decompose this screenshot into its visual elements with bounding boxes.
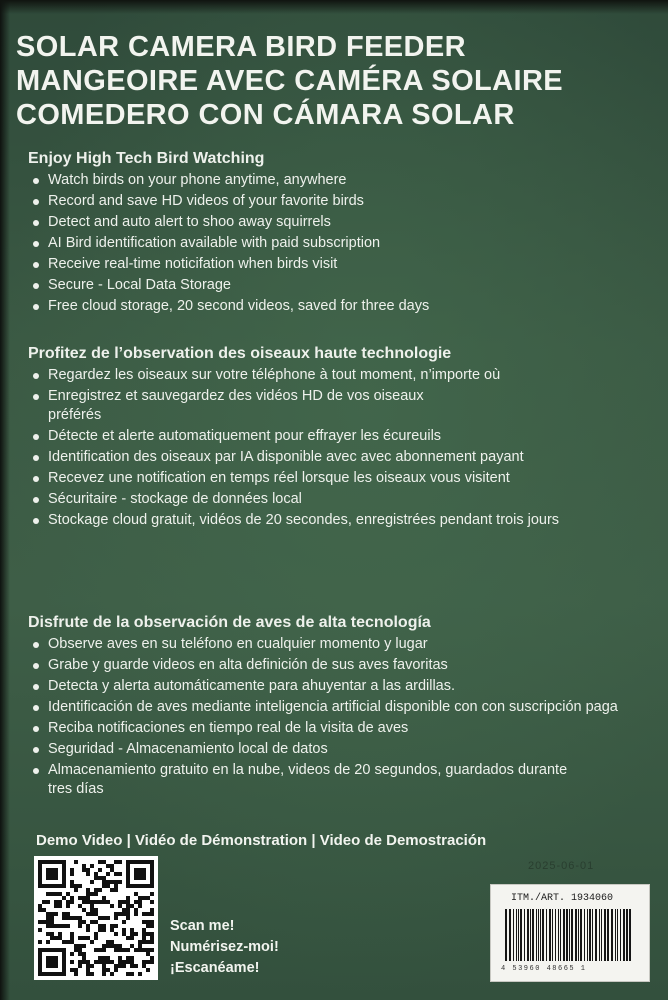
box-shadow-top <box>0 0 668 14</box>
qr-code-icon <box>34 856 158 980</box>
scan-prompt-english: Scan me! <box>170 918 235 934</box>
feature-list-french <box>28 365 653 531</box>
list-item: Détecte et alerte automatiquement pour effrayer les écureuils <box>28 426 653 447</box>
section-title-english: Enjoy High Tech Bird Watching <box>28 150 265 167</box>
barcode-digits: 4 53960 48665 1 <box>501 965 587 973</box>
list-item: Receive real-time noticifation when birds visit <box>28 254 653 275</box>
item-number: ITM./ART. 1934060 <box>511 893 614 904</box>
headline-spanish: COMEDERO CON CÁMARA SOLAR <box>16 99 515 131</box>
list-item: Seguridad - Almacenamiento local de datos <box>28 739 653 760</box>
list-item: Sécuritaire - stockage de données local <box>28 489 653 510</box>
list-item: Almacenamiento gratuito en la nube, videos de 20 segundos, guardados durante tres días <box>28 760 578 800</box>
feature-list-spanish <box>28 634 653 800</box>
scan-prompt <box>170 916 279 979</box>
list-item: Detect and auto alert to shoo away squirrels <box>28 212 653 233</box>
list-item: Grabe y guarde videos en alta definición de sus aves favoritas <box>28 655 653 676</box>
list-item: Regardez les oiseaux sur votre téléphone à tout moment, n’importe où <box>28 365 653 386</box>
list-item: Detecta y alerta automáticamente para ahuyentar a las ardillas. <box>28 676 653 697</box>
scan-prompt-french: Numérisez-moi! <box>170 939 279 955</box>
section-spanish <box>28 612 653 800</box>
product-headline <box>16 30 563 132</box>
section-title-french: Profitez de l’observation des oiseaux haute technologie <box>28 345 452 362</box>
section-title-spanish: Disfrute de la observación de aves de alta tecnología <box>28 614 431 631</box>
headline-english: SOLAR CAMERA BIRD FEEDER <box>16 31 466 63</box>
list-item: Stockage cloud gratuit, vidéos de 20 secondes, enregistrées pendant trois jours <box>28 510 618 531</box>
barcode-label <box>490 884 650 982</box>
section-french <box>28 343 653 531</box>
qr-code[interactable] <box>34 856 158 980</box>
list-item: Free cloud storage, 20 second videos, saved for three days <box>28 296 653 317</box>
barcode-icon <box>503 909 637 963</box>
headline-french: MANGEOIRE AVEC CAMÉRA SOLAIRE <box>16 65 564 97</box>
box-shadow-left <box>0 0 10 1000</box>
date-stamp: 2025-06-01 <box>528 860 595 872</box>
list-item: Identificación de aves mediante inteligencia artificial disponible con con suscripción paga <box>28 697 628 718</box>
list-item: Recevez une notification en temps réel lorsque les oiseaux vous visitent <box>28 468 548 489</box>
list-item: AI Bird identification available with paid subscription <box>28 233 653 254</box>
list-item: Observe aves en su teléfono en cualquier momento y lugar <box>28 634 653 655</box>
section-english <box>28 148 653 317</box>
list-item: Secure - Local Data Storage <box>28 275 653 296</box>
demo-video-label: Demo Video | Vidéo de Démonstration | Video de Demostración <box>36 832 487 849</box>
list-item: Watch birds on your phone anytime, anywhere <box>28 170 653 191</box>
list-item: Enregistrez et sauvegardez des vidéos HD de vos oiseaux préférés <box>28 386 468 426</box>
feature-list-english <box>28 170 653 317</box>
list-item: Reciba notificaciones en tiempo real de la visita de aves <box>28 718 653 739</box>
list-item: Identification des oiseaux par IA disponible avec avec abonnement payant <box>28 447 618 468</box>
list-item: Record and save HD videos of your favorite birds <box>28 191 653 212</box>
scan-prompt-spanish: ¡Escanéame! <box>170 960 260 976</box>
